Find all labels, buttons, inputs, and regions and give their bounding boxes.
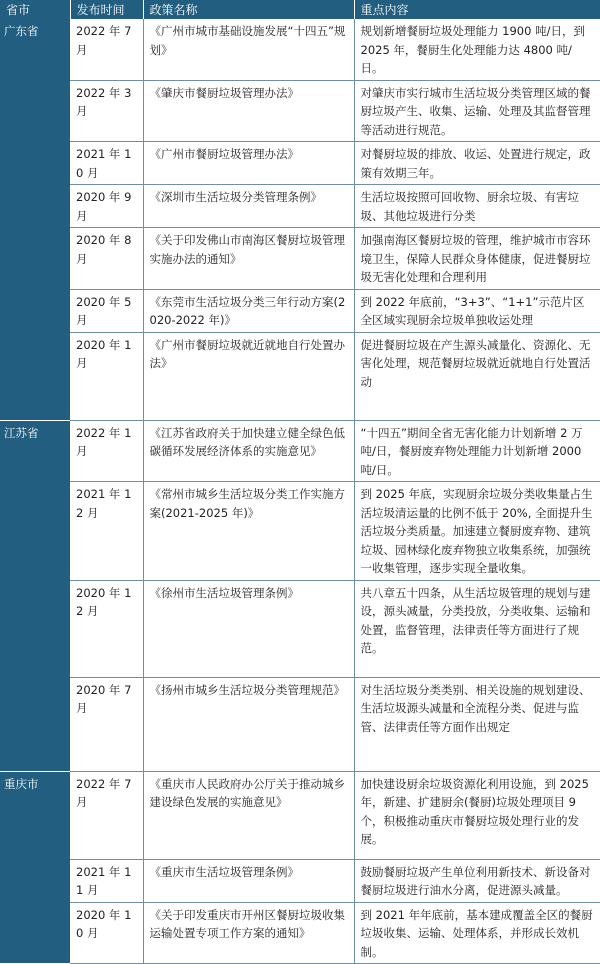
table-row [0, 332, 600, 420]
policy-name-cell: 《关于印发重庆市开州区餐厨垃圾收集运输处置专项工作方案的通知》 [143, 902, 354, 964]
date-cell: 2022 年 7 月 [70, 771, 143, 859]
header-row [0, 0, 600, 19]
date-cell: 2022 年 7 月 [70, 19, 143, 80]
table-row [0, 289, 600, 332]
province-cell: 重庆市 [0, 771, 70, 964]
policy-name-cell: 《扬州市城乡生活垃圾分类管理规范》 [143, 677, 354, 771]
policy-name-cell: 《常州市城乡生活垃圾分类工作实施方案(2021-2025 年)》 [143, 482, 354, 581]
policy-name-cell: 《广州市城市基础设施发展“十四五”规划》 [143, 19, 354, 80]
date-cell: 2022 年 1 月 [70, 420, 143, 482]
date-cell: 2020 年 5 月 [70, 289, 143, 332]
date-cell: 2020 年 10 月 [70, 902, 143, 964]
date-cell: 2020 年 7 月 [70, 677, 143, 771]
content-cell: 到 2021 年年底前，基本建成覆盖全区的餐厨垃圾收集、运输、处理体系，并形成长效机制。 [354, 902, 600, 964]
content-cell: 对生活垃圾分类类别、相关设施的规划建设、生活垃圾源头减量和全流程分类、促进与监管、法律责任等方面作出规定 [354, 677, 600, 771]
table-row [0, 19, 600, 80]
policy-name-cell: 《重庆市人民政府办公厅关于推动城乡建设绿色发展的实施意见》 [143, 771, 354, 859]
table-row [0, 80, 600, 142]
policy-name-cell: 《东莞市生活垃圾分类三年行动方案(2020-2022 年)》 [143, 289, 354, 332]
content-cell: “十四五”期间全省无害化能力计划新增 2 万吨/日，餐厨废弃物处理能力计划新增 2000 吨/日。 [354, 420, 600, 482]
content-cell: 鼓励餐厨垃圾产生单位利用新技术、新设备对餐厨垃圾进行油水分离，促进源头减量。 [354, 859, 600, 902]
header-policy-name: 政策名称 [143, 0, 354, 19]
date-cell: 2020 年 8 月 [70, 228, 143, 290]
policy-name-cell: 《深圳市生活垃圾分类管理条例》 [143, 185, 354, 228]
table-row [0, 859, 600, 902]
content-cell: 规划新增餐厨垃圾处理能力 1900 吨/日，到 2025 年，餐厨生化处理能力达 4800 吨/日。 [354, 19, 600, 80]
table-row [0, 902, 600, 964]
policy-name-cell: 《江苏省政府关于加快建立健全绿色低碳循环发展经济体系的实施意见》 [143, 420, 354, 482]
content-cell: 对餐厨垃圾的排放、收运、处置进行规定，政策有效期三年。 [354, 142, 600, 185]
date-cell: 2021 年 10 月 [70, 142, 143, 185]
table-row [0, 482, 600, 581]
date-cell: 2021 年 11 月 [70, 859, 143, 902]
province-cell: 广东省 [0, 19, 70, 420]
table-row [0, 677, 600, 771]
content-cell: 加强南海区餐厨垃圾的管理，维护城市市容环境卫生，保障人民群众身体健康，促进餐厨垃圾无害化处理和合理利用 [354, 228, 600, 290]
content-cell: 到 2022 年底前，“3+3”、“1+1”示范片区全区域实现厨余垃圾单独收运处理 [354, 289, 600, 332]
header-date: 发布时间 [70, 0, 143, 19]
table-row [0, 580, 600, 677]
date-cell: 2020 年 1 月 [70, 332, 143, 420]
content-cell: 到 2025 年底，实现厨余垃圾分类收集量占生活垃圾清运量的比例不低于 20%, 全面提升生活垃圾分类质量。加速建立餐厨废弃物、建筑垃圾、园林绿化废弃物独立收集系统，加强统一收集管理，逐步实现全量收集。 [354, 482, 600, 581]
content-cell: 对肇庆市实行城市生活垃圾分类管理区域的餐厨垃圾产生、收集、运输、处理及其监督管理等活动进行规范。 [354, 80, 600, 142]
policy-name-cell: 《徐州市生活垃圾管理条例》 [143, 580, 354, 677]
content-cell: 生活垃圾按照可回收物、厨余垃圾、有害垃圾、其他垃圾进行分类 [354, 185, 600, 228]
policy-name-cell: 《广州市餐厨垃圾就近就地自行处置办法》 [143, 332, 354, 420]
date-cell: 2021 年 12 月 [70, 482, 143, 581]
table-row [0, 185, 600, 228]
header-province: 省市 [0, 0, 70, 19]
date-cell: 2020 年 9 月 [70, 185, 143, 228]
policy-name-cell: 《肇庆市餐厨垃圾管理办法》 [143, 80, 354, 142]
date-cell: 2020 年 12 月 [70, 580, 143, 677]
table-row [0, 228, 600, 290]
table-row [0, 420, 600, 482]
policy-name-cell: 《重庆市生活垃圾管理条例》 [143, 859, 354, 902]
content-cell: 加快建设厨余垃圾资源化利用设施，到 2025 年，新建、扩建厨余(餐厨)垃圾处理项目 9 个，积极推动重庆市餐厨垃圾处理行业的发展。 [354, 771, 600, 859]
table-row [0, 771, 600, 859]
policy-name-cell: 《关于印发佛山市南海区餐厨垃圾管理实施办法的通知》 [143, 228, 354, 290]
date-cell: 2022 年 3 月 [70, 80, 143, 142]
content-cell: 共八章五十四条，从生活垃圾管理的规划与建设，源头减量，分类投放，分类收集、运输和处置，监督管理，法律责任等方面进行了规范。 [354, 580, 600, 677]
content-cell: 促进餐厨垃圾在产生源头减量化、资源化、无害化处理，规范餐厨垃圾就近就地自行处置活动 [354, 332, 600, 420]
header-key-content: 重点内容 [354, 0, 600, 19]
province-cell: 江苏省 [0, 420, 70, 771]
policy-name-cell: 《广州市餐厨垃圾管理办法》 [143, 142, 354, 185]
table-row [0, 142, 600, 185]
